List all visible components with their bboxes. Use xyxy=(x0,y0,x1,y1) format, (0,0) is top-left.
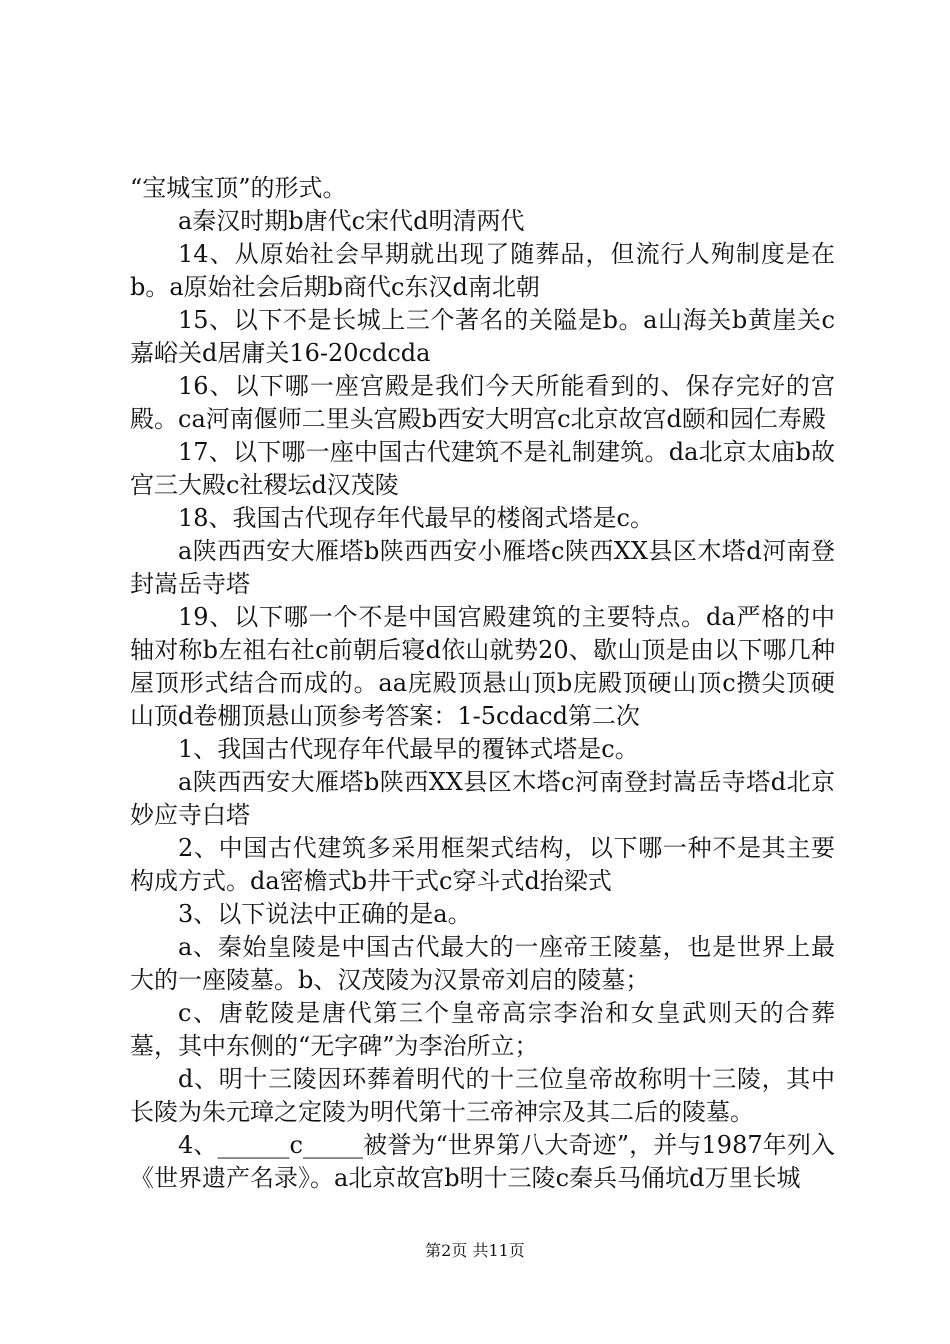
paragraph-3: 14、从原始社会早期就出现了随葬品，但流行人殉制度是在b。a原始社会后期b商代c东汉d南北朝 xyxy=(130,240,835,301)
paragraph-2: a秦汉时期b唐代c宋代d明清两代 xyxy=(178,207,525,235)
paragraph-6: 17、以下哪一座中国古代建筑不是礼制建筑。da北京太庙b故宫三大殿c社稷坛d汉茂陵 xyxy=(130,438,835,499)
paragraph-11: a陕西西安大雁塔b陕西XX县区木塔c河南登封嵩岳寺塔d北京妙应寺白塔 xyxy=(130,768,835,829)
paragraph-4: 15、以下不是长城上三个著名的关隘是b。a山海关b黄崖关c嘉峪关d居庸关16-20cdcda xyxy=(130,306,835,367)
paragraph-14: a、秦始皇陵是中国古代最大的一座帝王陵墓，也是世界上最大的一座陵墓。b、汉茂陵为汉景帝刘启的陵墓； xyxy=(130,933,835,994)
paragraph-16: d、明十三陵因环葬着明代的十三位皇帝故称明十三陵，其中长陵为朱元璋之定陵为明代第十三帝神宗及其二后的陵墓。 xyxy=(130,1065,835,1126)
document-body xyxy=(130,172,835,1195)
paragraph-9: 19、以下哪一个不是中国宫殿建筑的主要特点。da严格的中轴对称b左祖右社c前朝后寝d依山就势20、歇山顶是由以下哪几种屋顶形式结合而成的。aa庑殿顶悬山顶b庑殿顶硬山顶c攒尖顶硬山顶d卷棚顶悬山顶参考答案：1-5cdacd第二次 xyxy=(130,603,835,730)
paragraph-10: 1、我国古代现存年代最早的覆钵式塔是c。 xyxy=(178,735,639,763)
paragraph-1: “宝城宝顶”的形式。 xyxy=(130,174,347,202)
paragraph-8: a陕西西安大雁塔b陕西西安小雁塔c陕西XX县区木塔d河南登封嵩岳寺塔 xyxy=(130,537,835,598)
paragraph-15: c、唐乾陵是唐代第三个皇帝高宗李治和女皇武则天的合葬墓，其中东侧的“无字碑”为李治所立； xyxy=(130,999,835,1060)
paragraph-12: 2、中国古代建筑多采用框架式结构，以下哪一种不是其主要构成方式。da密檐式b井干式c穿斗式d抬梁式 xyxy=(130,834,835,895)
paragraph-13: 3、以下说法中正确的是a。 xyxy=(178,900,472,928)
paragraph-5: 16、以下哪一座宫殿是我们今天所能看到的、保存完好的宫殿。ca河南偃师二里头宫殿b西安大明宫c北京故宫d颐和园仁寿殿 xyxy=(130,372,835,433)
paragraph-7: 18、我国古代现存年代最早的楼阁式塔是c。 xyxy=(178,504,654,532)
page-footer: 第2页 共11页 xyxy=(425,1241,525,1260)
paragraph-17: 4、______c_____被誉为“世界第八大奇迹”，并与1987年列入《世界遗产名录》。a北京故宫b明十三陵c秦兵马俑坑d万里长城 xyxy=(130,1131,835,1192)
